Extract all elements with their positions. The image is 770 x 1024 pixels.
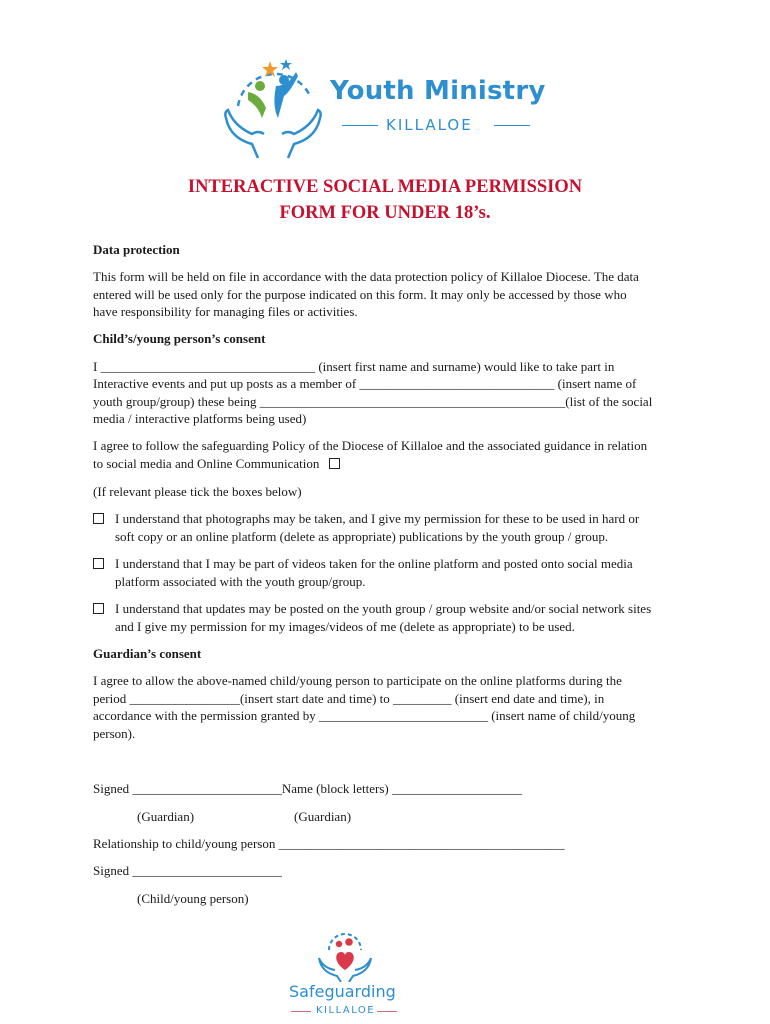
guardian-consent-line: period _________________(insert start date and time) to _________ (insert end date and time), in	[93, 691, 605, 706]
youth-ministry-logo	[218, 56, 548, 160]
child-consent-line: Interactive events and put up posts as a member of ______________________________ (insert name of	[93, 376, 637, 391]
logo-rule-right	[494, 125, 530, 126]
data-protection-heading: Data protection	[93, 242, 180, 257]
guardian-label: (Guardian)	[137, 809, 195, 824]
guardian-signature-line[interactable]: Signed _______________________Name (block letters) ____________________	[93, 781, 522, 796]
logo-title: Youth Ministry	[330, 76, 546, 106]
guardian-consent-line: I agree to allow the above-named child/young person to participate on the online platforms during the	[93, 673, 622, 688]
consent-item-text: I understand that photographs may be taken, and I give my permission for these to be used in hard or	[115, 511, 640, 526]
agree-policy-line: I agree to follow the safeguarding Policy of the Diocese of Killaloe and the associated guidance in relation	[93, 438, 648, 453]
photographs-checkbox[interactable]	[93, 513, 104, 524]
safeguarding-subtitle: KILLALOE	[316, 1005, 376, 1016]
consent-item-text: I understand that I may be part of videos taken for the online platform and posted onto social media	[115, 556, 633, 571]
child-consent-line: I _________________________________ (insert first name and surname) would like to take part in	[93, 359, 615, 374]
form-title-line2: FORM FOR UNDER 18’s.	[279, 203, 491, 223]
relationship-line[interactable]: Relationship to child/young person ____________________________________________	[93, 836, 565, 851]
hands-heart-icon	[315, 930, 375, 982]
agree-policy-checkbox[interactable]	[329, 458, 340, 469]
child-label: (Child/young person)	[137, 891, 249, 906]
child-consent-line: media / interactive platforms being used)	[93, 411, 307, 426]
child-consent-heading: Child’s/young person’s consent	[93, 331, 266, 346]
safeguarding-rule-left	[291, 1011, 311, 1012]
guardian-consent-line: person).	[93, 726, 136, 741]
if-relevant-note: (If relevant please tick the boxes below)	[93, 484, 302, 499]
consent-item-text: and I give my permission for my images/videos of me (delete as appropriate) to be used.	[115, 619, 575, 634]
child-consent-line: youth group/group) these being _______________________________________________(list of the social	[93, 394, 653, 409]
safeguarding-logo	[285, 930, 405, 1024]
safeguarding-rule-right	[377, 1011, 397, 1012]
agree-policy-text: to social media and Online Communication	[93, 456, 320, 471]
guardian-name-label: (Guardian)	[294, 809, 352, 824]
safeguarding-title: Safeguarding	[289, 982, 396, 1001]
guardian-consent-heading: Guardian’s consent	[93, 646, 202, 661]
child-signature-line[interactable]: Signed _______________________	[93, 863, 282, 878]
data-protection-line: entered will be used only for the purpose indicated on this form. It may only be accessed by those who	[93, 287, 627, 302]
agree-policy-line-2	[93, 455, 693, 473]
logo-subtitle: KILLALOE	[386, 116, 473, 134]
logo-rule-left	[342, 125, 378, 126]
data-protection-line: have responsibility for managing files or activities.	[93, 304, 358, 319]
consent-item-text: I understand that updates may be posted on the youth group / group website and/or social network sites	[115, 601, 652, 616]
updates-checkbox[interactable]	[93, 603, 104, 614]
data-protection-line: This form will be held on file in accordance with the data protection policy of Killaloe Diocese. The data	[93, 269, 639, 284]
consent-item-text: platform associated with the youth group/group.	[115, 574, 366, 589]
hands-figures-icon	[218, 56, 328, 160]
videos-checkbox[interactable]	[93, 558, 104, 569]
guardian-consent-line: accordance with the permission granted by __________________________ (insert name of child/young	[93, 708, 636, 723]
form-title-line1: INTERACTIVE SOCIAL MEDIA PERMISSION	[187, 177, 583, 197]
consent-item-text: soft copy or an online platform (delete as appropriate) publications by the youth group / group.	[115, 529, 609, 544]
